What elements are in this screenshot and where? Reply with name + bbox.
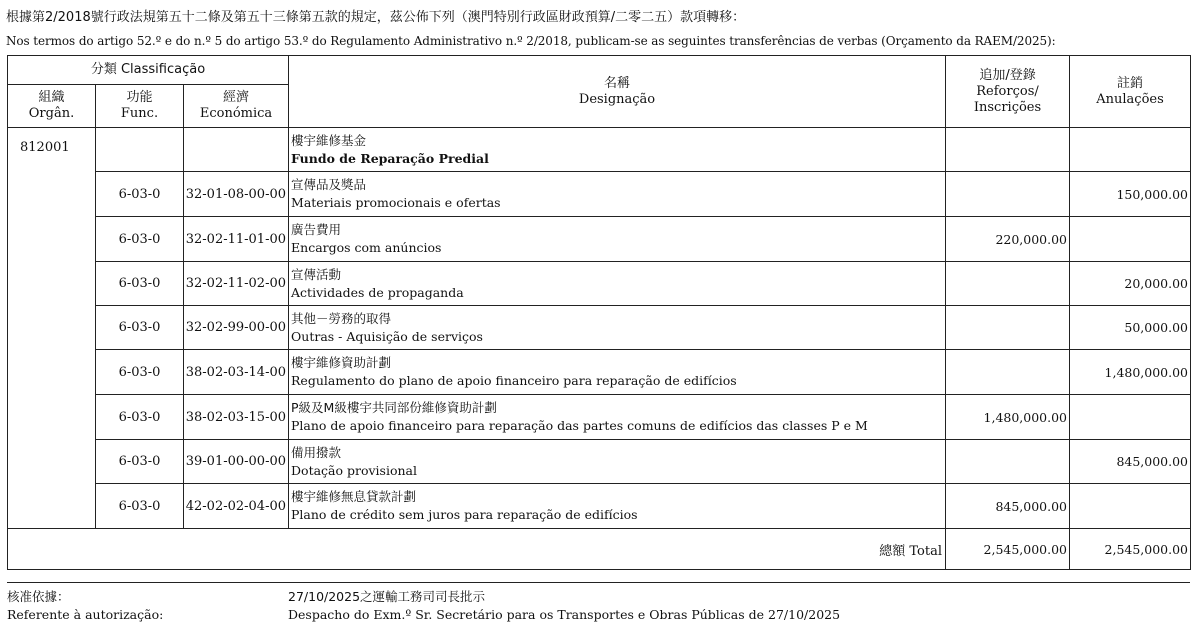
- reinforcements-header: 追加/登錄 Reforços/ Inscrições: [946, 56, 1070, 128]
- intro-text-pt: Nos termos do artigo 52.º e do n.º 5 do artigo 53.º do Regulamento Administrativo n.º 2/2018, publicam-se as seguintes transferências de verbas (Orçamento da RAEM/2025):: [6, 34, 1056, 48]
- table-row: 6-03-0 32-01-08-00-00 宣傳品及獎品 Materiais promocionais e ofertas 150,000.00: [8, 172, 1191, 217]
- table-row: 6-03-0 38-02-03-14-00 樓宇維修資助計劃 Regulamento do plano de apoio financeiro para reparação de edifícios 1,480,000.00: [8, 350, 1191, 395]
- table-row: 6-03-0 38-02-03-15-00 P級及M級樓宇共同部份維修資助計劃 Plano de apoio financeiro para reparação das partes comuns de edifícios das classes P e M 1,480,000.00: [8, 395, 1191, 440]
- total-row: [8, 529, 1191, 570]
- authorization-value-pt: Despacho do Exm.º Sr. Secretário para os Transportes e Obras Públicas de 27/10/2025: [288, 607, 841, 622]
- economic-header: 經濟 Económica: [184, 85, 289, 128]
- table-row: 6-03-0 32-02-99-00-00 其他－勞務的取得 Outras - Aquisição de serviços 50,000.00: [8, 306, 1191, 350]
- table-row: 6-03-0 42-02-02-04-00 樓宇維修無息貸款計劃 Plano de crédito sem juros para reparação de edifícios 845,000.00: [8, 484, 1191, 529]
- fund-designation: 樓宇維修基金 Fundo de Reparação Predial: [289, 128, 946, 172]
- organic-code: 812001: [8, 128, 96, 529]
- organic-header: 組織 Orgân.: [8, 85, 96, 128]
- authorization-value-zh: 27/10/2025之運輸工務司司長批示: [288, 589, 486, 604]
- classification-header: 分類 Classificação: [8, 56, 289, 85]
- authorization-label-pt: Referente à autorização:: [7, 607, 164, 622]
- annulments-header: 註銷 Anulações: [1070, 56, 1191, 128]
- designation-header: 名稱 Designação: [289, 56, 946, 128]
- fund-row: [8, 128, 1191, 172]
- total-label: 總額 Total: [8, 529, 946, 570]
- table-row: 6-03-0 39-01-00-00-00 備用撥款 Dotação provisional 845,000.00: [8, 440, 1191, 484]
- table-row: 6-03-0 32-02-11-01-00 廣告費用 Encargos com anúncios 220,000.00: [8, 217, 1191, 262]
- authorization-label-zh: 核准依據：: [7, 589, 70, 604]
- authorization-footer: [7, 582, 1190, 633]
- intro-text-zh: 根據第2/2018號行政法規第五十二條及第五十三條第五款的規定，茲公佈下列（澳門特別行政區財政預算/二零二五）款項轉移：: [6, 10, 746, 25]
- functional-header: 功能 Func.: [96, 85, 184, 128]
- budget-transfer-table: [7, 55, 1191, 570]
- table-row: 6-03-0 32-02-11-02-00 宣傳活動 Actividades de propaganda 20,000.00: [8, 262, 1191, 306]
- total-reinforcements: 2,545,000.00: [946, 529, 1070, 570]
- total-annulments: 2,545,000.00: [1070, 529, 1191, 570]
